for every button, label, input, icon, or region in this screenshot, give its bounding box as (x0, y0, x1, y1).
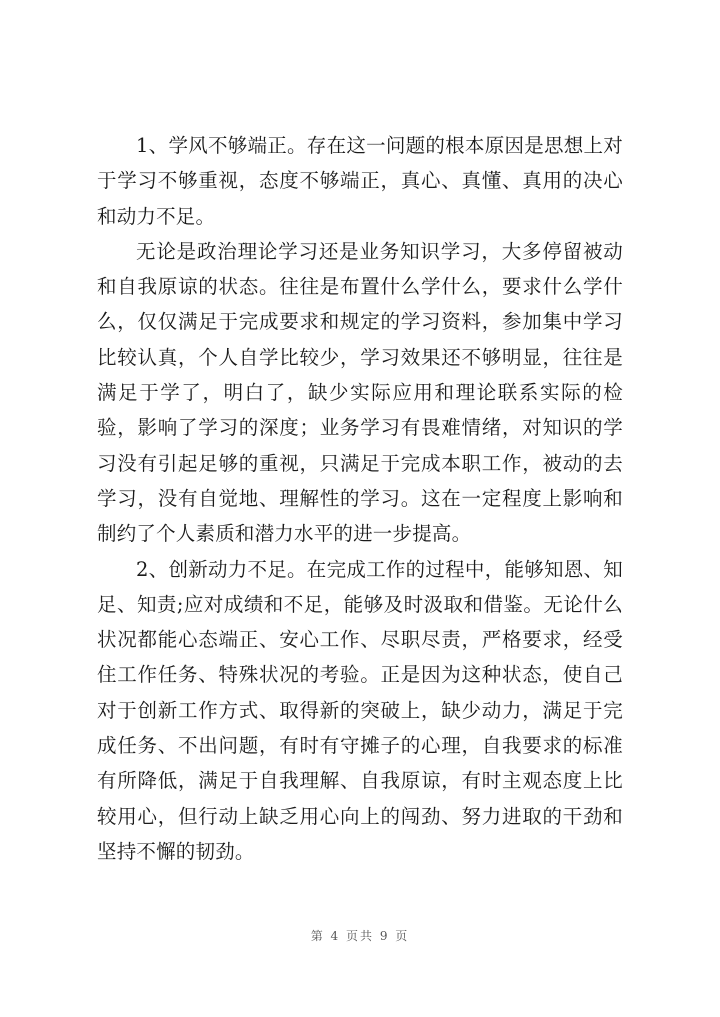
paragraph-2: 无论是政治理论学习还是业务知识学习，大多停留被动和自我原谅的状态。往往是布置什么学什么，要求什么学什么，仅仅满足于完成要求和规定的学习资料，参加集中学习比较认真，个人自学比较少，学习效果还不够明显，往往是满足于学了，明白了，缺少实际应用和理论联系实际的检验，影响了学习的深度；业务学习有畏难情绪，对知识的学习没有引起足够的重视，只满足于完成本职工作，被动的去学习，没有自觉地、理解性的学习。这在一定程度上影响和制约了个人素质和潜力水平的进一步提高。 (97, 239, 623, 546)
page-number-footer: 第 4 页共 9 页 (310, 929, 410, 943)
document-body (97, 128, 623, 869)
paragraph-1: 1、学风不够端正。存在这一问题的根本原因是思想上对于学习不够重视，态度不够端正，真心、真懂、真用的决心和动力不足。 (97, 134, 623, 228)
paragraph-3: 2、创新动力不足。在完成工作的过程中，能够知恩、知足、知责;应对成绩和不足，能够及时汲取和借鉴。无论什么状况都能心态端正、安心工作、尽职尽责，严格要求，经受住工作任务、特殊状况的考验。正是因为这种状态，使自己对于创新工作方式、取得新的突破上，缺少动力，满足于完成任务、不出问题，有时有守摊子的心理，自我要求的标准有所降低，满足于自我理解、自我原谅，有时主观态度上比较用心，但行动上缺乏用心向上的闯劲、努力进取的干劲和坚持不懈的韧劲。 (97, 557, 623, 863)
